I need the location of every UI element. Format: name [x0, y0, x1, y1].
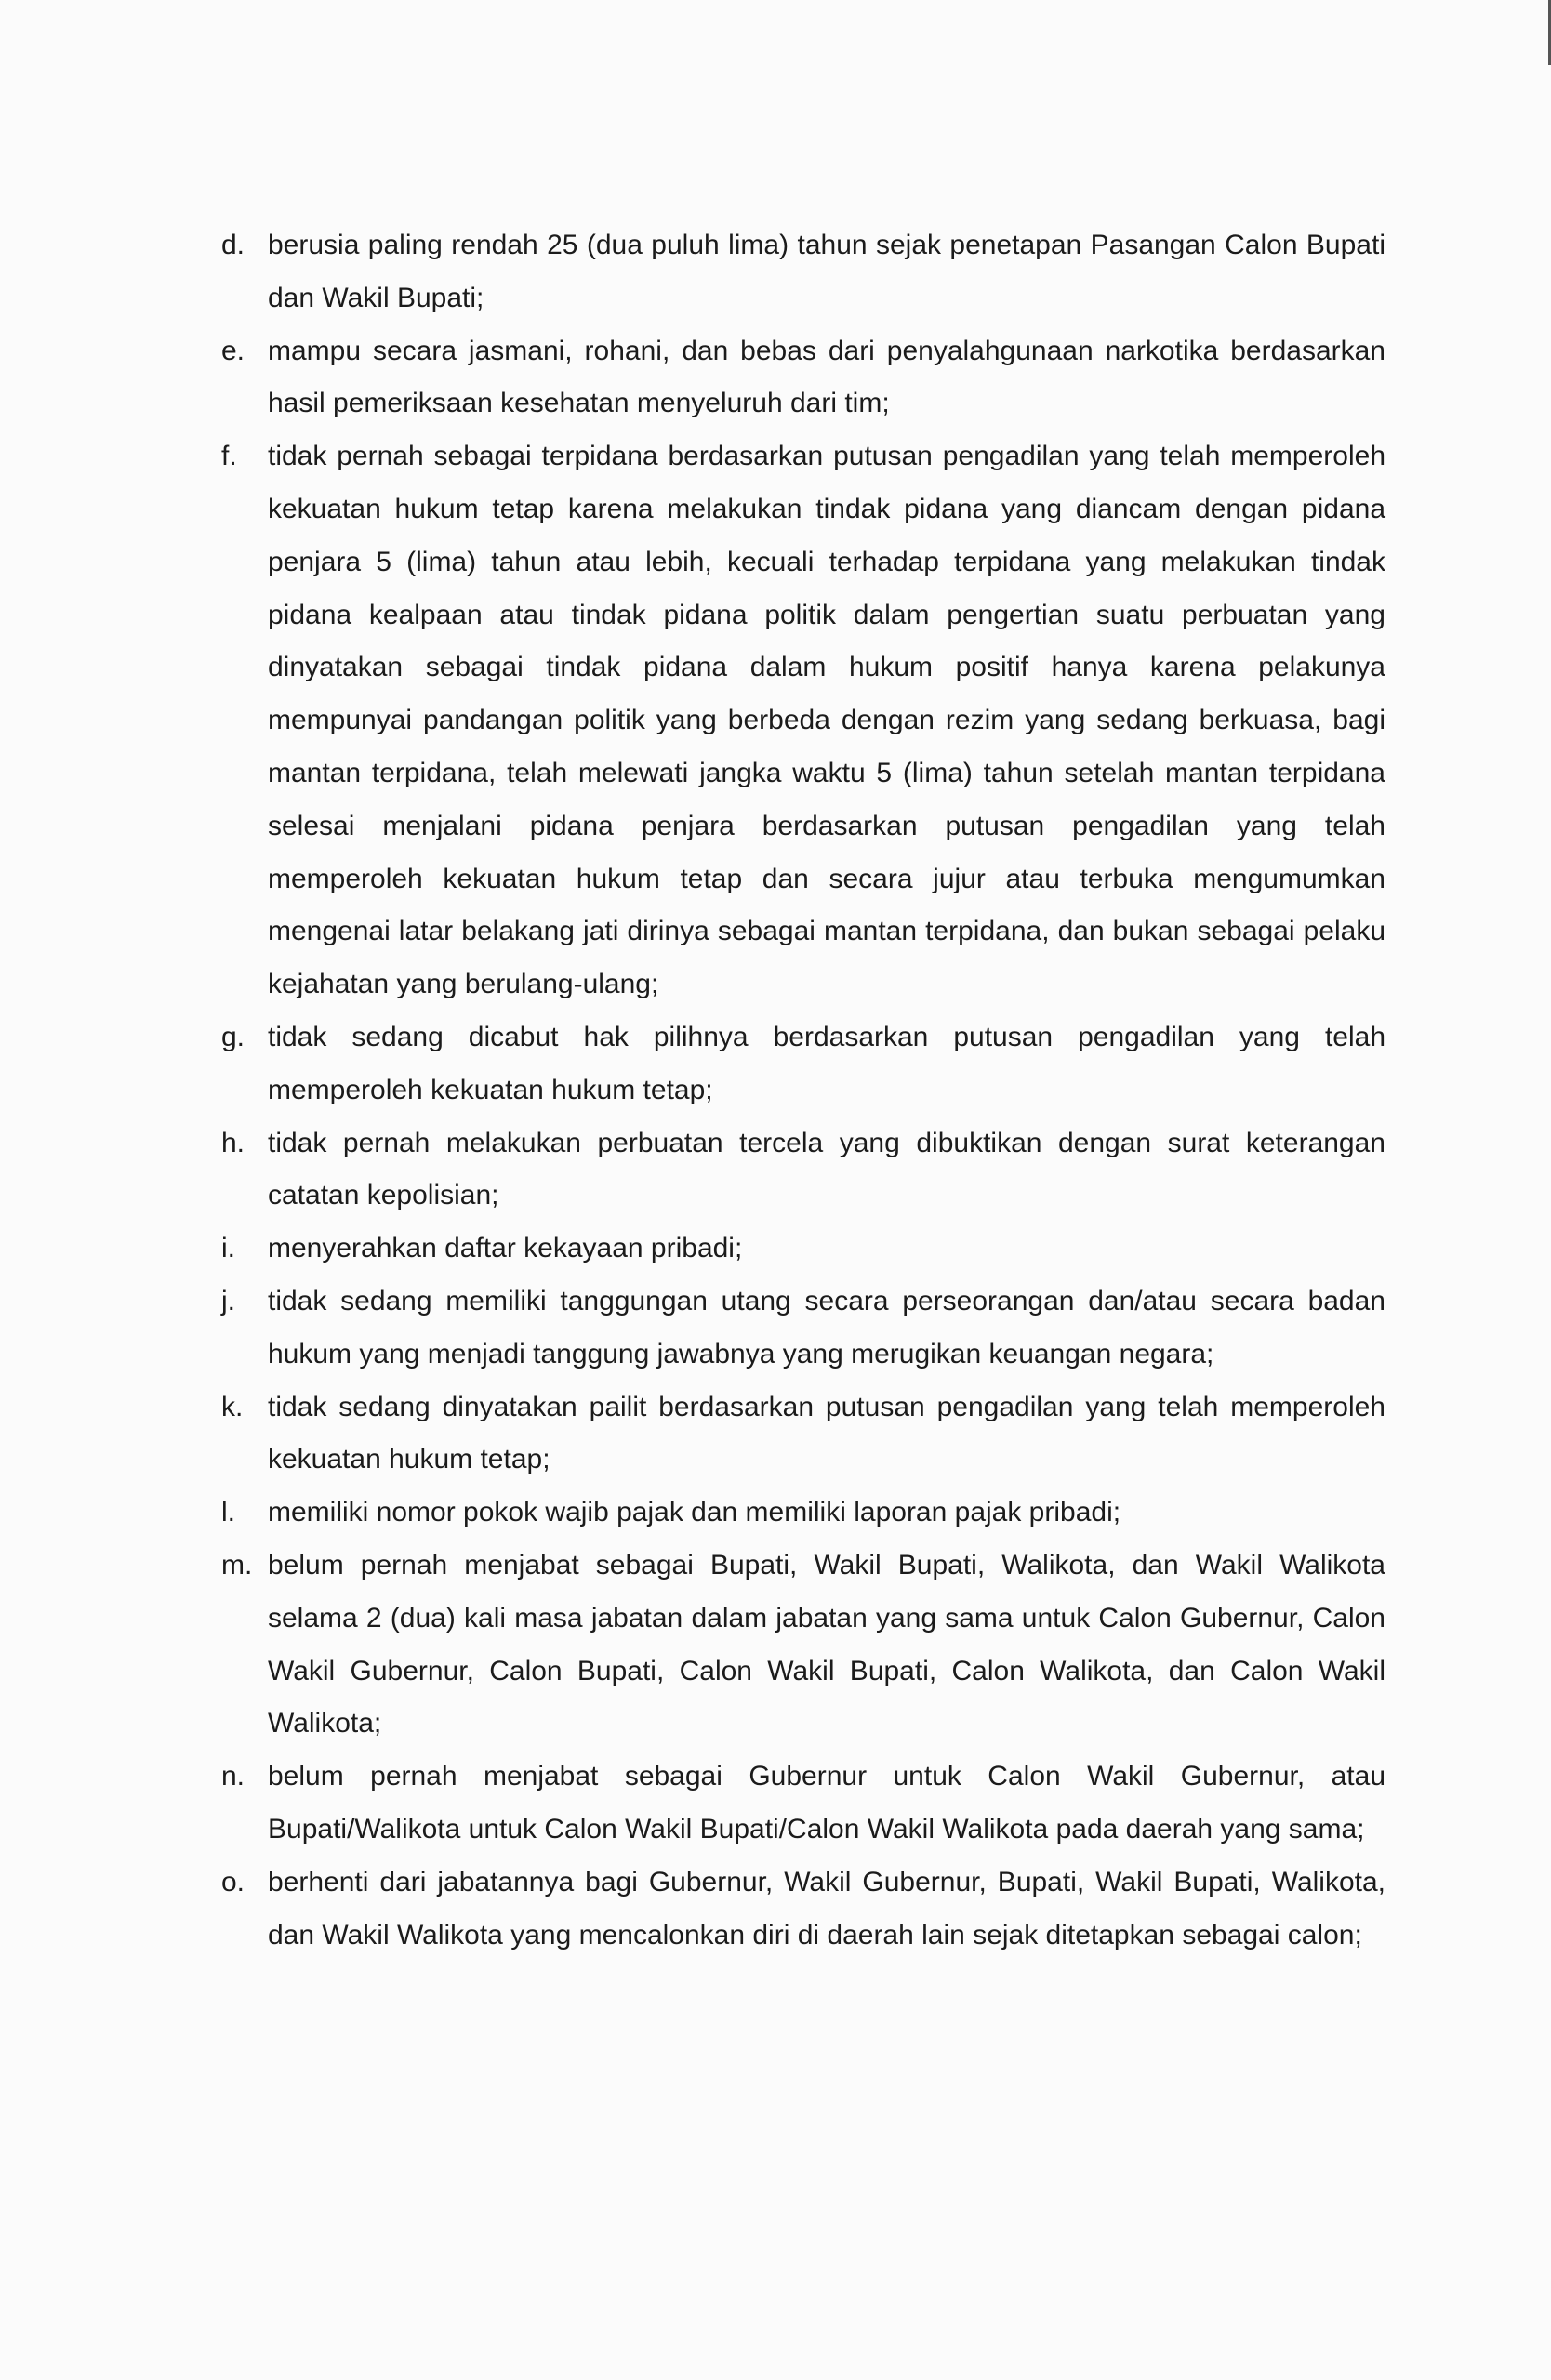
list-marker: g.: [221, 1021, 245, 1052]
list-marker: i.: [221, 1233, 235, 1264]
list-item-text: mampu secara jasmani, rohani, dan bebas dari penyalahgunaan narkotika berdasarkan hasil pemeriksaan kesehatan menyeluruh dari tim;: [268, 335, 1385, 419]
list-item-g: [221, 1012, 1385, 1117]
list-item-l: [221, 1487, 1385, 1540]
list-item-i: [221, 1223, 1385, 1276]
list-item-text: tidak sedang memiliki tanggungan utang secara perseorangan dan/atau secara badan hukum yang menjadi tanggung jawabnya yang merugikan keuangan negara;: [268, 1285, 1385, 1369]
list-item-text: tidak sedang dinyatakan pailit berdasarkan putusan pengadilan yang telah memperoleh kekuatan hukum tetap;: [268, 1391, 1385, 1475]
list-item-text: berusia paling rendah 25 (dua puluh lima) tahun sejak penetapan Pasangan Calon Bupati dan Wakil Bupati;: [268, 230, 1385, 313]
list-marker: h.: [221, 1127, 245, 1158]
list-marker: e.: [221, 335, 245, 366]
list-item-text: menyerahkan daftar kekayaan pribadi;: [268, 1233, 743, 1264]
list-item-text: tidak pernah melakukan perbuatan tercela yang dibuktikan dengan surat keterangan catatan kepolisian;: [268, 1127, 1385, 1211]
list-item-text: berhenti dari jabatannya bagi Gubernur, Wakil Gubernur, Bupati, Wakil Bupati, Walikota, dan Wakil Walikota yang mencalonkan diri di daerah lain sejak ditetapkan sebagai calon;: [268, 1866, 1385, 1950]
list-item-h: [221, 1117, 1385, 1223]
list-item-text: belum pernah menjabat sebagai Bupati, Wakil Bupati, Walikota, dan Wakil Walikota selama 2 (dua) kali masa jabatan dalam jabatan yang sama untuk Calon Gubernur, Calon Wakil Gubernur, Calon Bupati, Calon Wakil Bupati, Calon Walikota, dan Calon Wakil Walikota;: [268, 1549, 1385, 1739]
list-item-o: [221, 1857, 1385, 1963]
list-marker: k.: [221, 1391, 244, 1422]
list-item-text: memiliki nomor pokok wajib pajak dan memiliki laporan pajak pribadi;: [268, 1497, 1121, 1528]
list-marker: n.: [221, 1761, 245, 1792]
list-item-f: [221, 430, 1385, 1012]
requirements-list: [221, 219, 1385, 1962]
list-item-k: [221, 1382, 1385, 1488]
list-item-text: tidak pernah sebagai terpidana berdasarkan putusan pengadilan yang telah memperoleh kekuatan hukum tetap karena melakukan tindak pidana yang diancam dengan pidana penjara 5 (lima) tahun atau lebih, kecuali terhadap terpidana yang melakukan tindak pidana kealpaan atau tindak pidana politik dalam pengertian suatu perbuatan yang dinyatakan sebagai tindak pidana dalam hukum positif hanya karena pelakunya mempunyai pandangan politik yang berbeda dengan rezim yang sedang berkuasa, bagi mantan terpidana, telah melewati jangka waktu 5 (lima) tahun setelah mantan terpidana selesai menjalani pidana penjara berdasarkan putusan pengadilan yang telah memperoleh kekuatan hukum tetap dan secara jujur atau terbuka mengumumkan mengenai latar belakang jati dirinya sebagai mantan terpidana, dan bukan sebagai pelaku kejahatan yang berulang-ulang;: [268, 441, 1385, 1000]
list-marker: d.: [221, 230, 245, 260]
list-item-e: [221, 325, 1385, 431]
list-marker: l.: [221, 1497, 235, 1528]
list-marker: o.: [221, 1866, 245, 1897]
list-marker: f.: [221, 441, 237, 472]
list-item-j: [221, 1276, 1385, 1382]
list-item-text: tidak sedang dicabut hak pilihnya berdasarkan putusan pengadilan yang telah memperoleh kekuatan hukum tetap;: [268, 1021, 1385, 1105]
list-item-n: [221, 1751, 1385, 1857]
list-marker: m.: [221, 1549, 253, 1580]
list-item-m: [221, 1540, 1385, 1751]
list-item-text: belum pernah menjabat sebagai Gubernur untuk Calon Wakil Gubernur, atau Bupati/Walikota untuk Calon Wakil Bupati/Calon Wakil Walikota pada daerah yang sama;: [268, 1761, 1385, 1844]
list-marker: j.: [221, 1285, 235, 1316]
list-item-d: [221, 219, 1385, 325]
